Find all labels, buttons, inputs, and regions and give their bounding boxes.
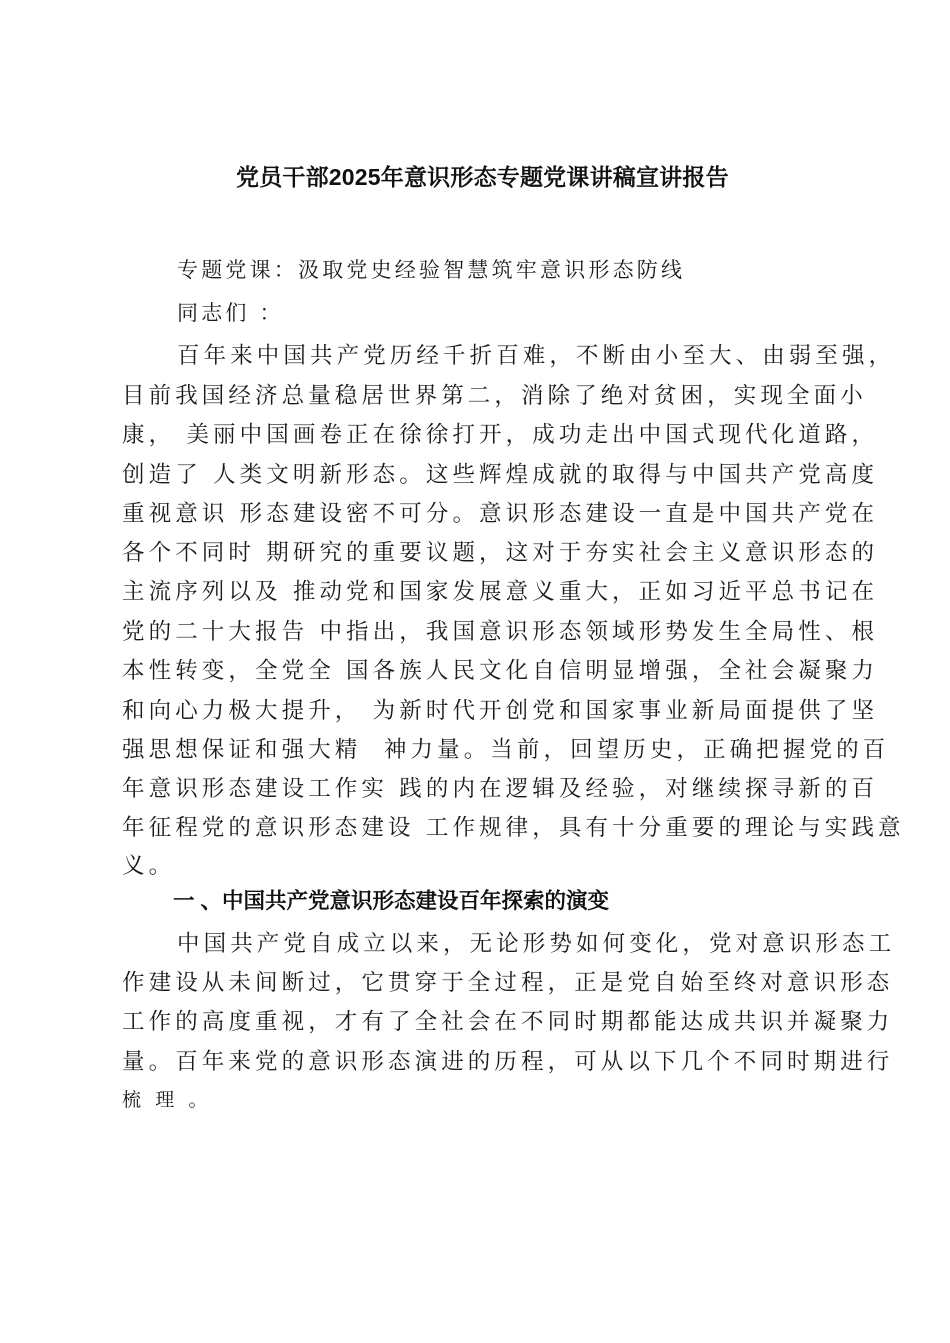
paragraph-line: 创造了 人类文明新形态。这些辉煌成就的取得与中国共产党高度 bbox=[122, 462, 879, 488]
subtitle: 专题党课：汲取党史经验智慧筑牢意识形态防线 bbox=[177, 258, 686, 282]
paragraph-line: 工作的高度重视，才有了全社会在不同时期都能达成共识并凝聚力 bbox=[122, 1009, 894, 1035]
paragraph-line: 梳 理 。 bbox=[122, 1089, 212, 1111]
paragraph-line: 本性转变，全党全 国各族人民文化自信明显增强，全社会凝聚力 bbox=[122, 658, 879, 684]
paragraph-line: 主流序列以及 推动党和国家发展意义重大，正如习近平总书记在 bbox=[122, 579, 879, 605]
paragraph-line: 中国共产党自成立以来，无论形势如何变化，党对意识形态工 bbox=[177, 931, 896, 957]
section-heading: 一 、中国共产党意识形态建设百年探索的演变 bbox=[173, 889, 609, 913]
paragraph-line: 各个不同时 期研究的重要议题，这对于夯实社会主义意识形态的 bbox=[122, 540, 879, 566]
paragraph-line: 量。百年来党的意识形态演进的历程，可从以下几个不同时期进行 bbox=[122, 1049, 894, 1075]
paragraph-line: 年意识形态建设工作实 践的内在逻辑及经验，对继续探寻新的百 bbox=[122, 776, 879, 802]
paragraph-line: 百年来中国共产党历经千折百难，不断由小至大、由弱至强， bbox=[177, 343, 896, 369]
salutation: 同志们 ： bbox=[177, 301, 284, 325]
paragraph-line: 党的二十大报告 中指出，我国意识形态领域形势发生全局性、根 bbox=[122, 619, 879, 645]
paragraph-line: 目前我国经济总量稳居世界第二，消除了绝对贫困，实现全面小 bbox=[122, 383, 867, 409]
paragraph-line: 康， 美丽中国画卷正在徐徐打开，成功走出中国式现代化道路， bbox=[122, 422, 879, 448]
paragraph-line: 和向心力极大提升， 为新时代开创党和国家事业新局面提供了坚 bbox=[122, 698, 879, 724]
paragraph-line: 作建设从未间断过，它贯穿于全过程，正是党自始至终对意识形态 bbox=[122, 970, 894, 996]
paragraph-line: 重视意识 形态建设密不可分。意识形态建设一直是中国共产党在 bbox=[122, 501, 879, 527]
paragraph-line: 义。 bbox=[122, 853, 176, 879]
document-title: 党员干部2025年意识形态专题党课讲稿宣讲报告 bbox=[236, 164, 729, 190]
paragraph-line: 年征程党的意识形态建设 工作规律，具有十分重要的理论与实践意 bbox=[122, 815, 905, 841]
paragraph-line: 强思想保证和强大精 神力量。当前，回望历史，正确把握党的百 bbox=[122, 737, 890, 763]
